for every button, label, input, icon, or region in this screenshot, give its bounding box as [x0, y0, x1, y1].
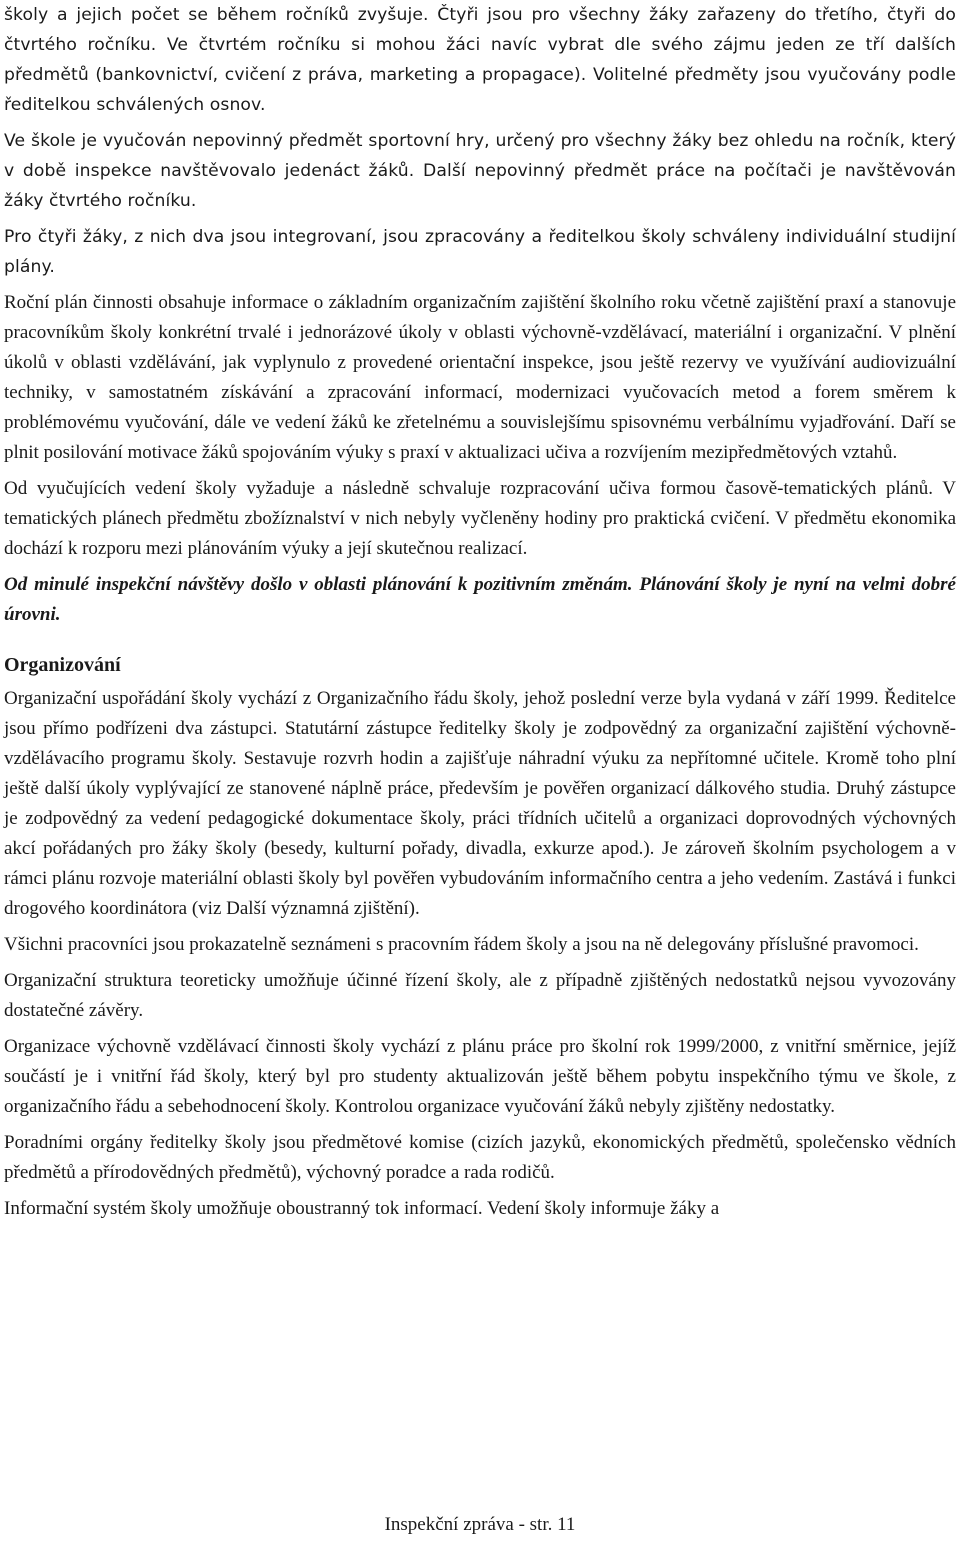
- paragraph-annual-plan: Roční plán činnosti obsahuje informace o základním organizačním zajištění školního roku včetně zajištění praxí a stanovuje pracovníkům školy konkrétní trvalé i jednorázové úkoly v oblasti výchovně-vzdělávací, materiální i organizační. V plnění úkolů v oblasti vzdělávání, jak vyplynulo z provedené orientační inspekce, jsou ještě rezervy ve využívání audiovizuální techniky, v samostatném získávání a zpracování informací, modernizaci vyučovacích metod a forem směrem k problémovému vyučování, dále ve vedení žáků ke zřetelnému a souvislejšímu spisovnému verbálnímu vyjadřování. Daří se plnit posilování motivace žáků spojováním výuky s praxí v aktualizaci učiva a rozvíjením mezipředmětových vztahů.: [4, 292, 956, 463]
- paragraph-staff-informed: Všichni pracovníci jsou prokazatelně seznámeni s pracovním řádem školy a jsou na ně delegovány příslušné pravomoci.: [4, 934, 919, 955]
- section-heading-organizing: Organizování: [4, 654, 121, 676]
- paragraph-organizational-structure: Organizační uspořádání školy vychází z Organizačního řádu školy, jehož poslední verze byla vydaná v září 1999. Ředitelce jsou přímo podřízeni dva zástupci. Statutární zástupce ředitelky školy je zodpovědný za organizační zajištění výchovně-vzdělávacího programu školy. Sestavuje rozvrh hodin a zajišťuje náhradní výuku za nepřítomné učitele. Kromě toho plní ještě další úkoly vyplývající ze stanovené náplně práce, především je pověřen organizací dálkového studia. Druhý zástupce je zodpovědný za vedení pedagogické dokumentace školy, práci třídních učitelů a organizaci doprovodných výchovných akcí pořádaných pro žáky školy (besedy, kulturní pořady, divadla, exkurze apod.). Je zároveň školním psychologem a v rámci plánu rozvoje materiální oblasti školy byl pověřen vybudováním informačního centra a jeho vedením. Zastává i funkci drogového koordinátora (viz Další významná zjištění).: [4, 688, 956, 919]
- page-footer: Inspekční zpráva - str. 11: [384, 1514, 576, 1535]
- paragraph-educational-organization: Organizace výchovně vzdělávací činnosti školy vychází z plánu práce pro školní rok 1999/2000, z vnitřní směrnice, jejíž součástí je i vnitřní řád školy, který byl pro studenty aktualizován ještě během pobytu inspekčního týmu ve škole, z organizačního řádu a sebehodnocení školy. Kontrolou organizace vyučování žáků nebyly zjištěny nedostatky.: [4, 1036, 956, 1117]
- paragraph-information-system: Informační systém školy umožňuje oboustranný tok informací. Vedení školy informuje žáky a: [4, 1198, 720, 1219]
- paragraph-thematic-plans: Od vyučujících vedení školy vyžaduje a následně schvaluje rozpracování učiva formou časově-tematických plánů. V tematických plánech předmětu zbožíznalství v nich nebyly vyčleněny hodiny pro praktická cvičení. V předmětu ekonomika dochází k rozporu mezi plánováním výuky a její skutečnou realizací.: [4, 478, 956, 559]
- paragraph-advisory-bodies: Poradními orgány ředitelky školy jsou předmětové komise (cizích jazyků, ekonomických předmětů, společensko vědních předmětů a přírodovědných předmětů), výchovný poradce a rada rodičů.: [4, 1132, 956, 1183]
- paragraph-individual-plans: Pro čtyři žáky, z nich dva jsou integrovaní, jsou zpracovány a ředitelkou školy schváleny individuální studijní plány.: [4, 227, 956, 277]
- paragraph-optional-subjects: Ve škole je vyučován nepovinný předmět sportovní hry, určený pro všechny žáky bez ohledu na ročník, který v době inspekce navštěvovalo jedenáct žáků. Další nepovinný předmět práce na počítači je navštěvován žáky čtvrtého ročníku.: [4, 131, 956, 211]
- paragraph-management-structure: Organizační struktura teoreticky umožňuje účinné řízení školy, ale z případně zjištěných nedostatků nejsou vyvozovány dostatečné závěry.: [4, 970, 956, 1021]
- planning-conclusion: Od minulé inspekční návštěvy došlo v oblasti plánování k pozitivním změnám. Plánování školy je nyní na velmi dobré úrovni.: [4, 574, 956, 625]
- paragraph-elective-subjects: školy a jejich počet se během ročníků zvyšuje. Čtyři jsou pro všechny žáky zařazeny do třetího, čtyři do čtvrtého ročníku. Ve čtvrtém ročníku si mohou žáci navíc vybrat dle svého zájmu jeden ze tří dalších předmětů (bankovnictví, cvičení z práva, marketing a propagace). Volitelné předměty jsou vyučovány podle ředitelkou schválených osnov.: [4, 5, 956, 115]
